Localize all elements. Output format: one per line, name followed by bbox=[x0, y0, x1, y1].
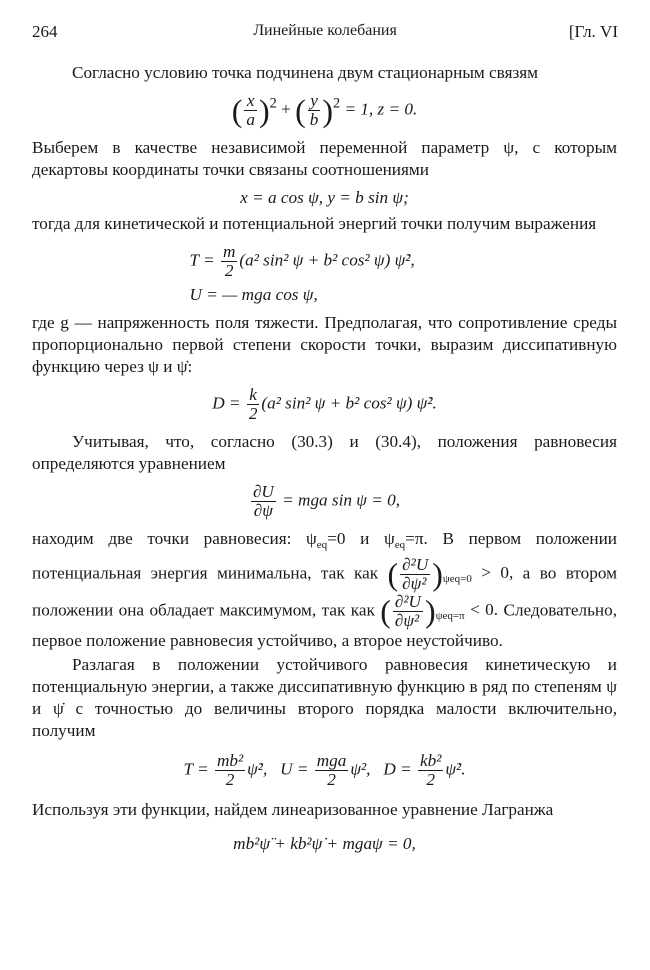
equation-coordinates: x = a cos ψ, y = b sin ψ; bbox=[240, 188, 409, 207]
paragraph-4: где g — напряженность поля тяжести. Предполагая, что сопротивление среды пропорционально первой степени скорости точки, выразим диссипативную функцию через ψ и ψ̇: bbox=[32, 313, 617, 376]
paragraph-5: Учитывая, что, согласно (30.3) и (30.4), положения равновесия определяются уравнением bbox=[32, 432, 617, 473]
paragraph-6: находим две точки равновесия: $\psi_{eq}=0$ и $\psi_{eq}=\pi$. В первом положении потенциальная энергия минимальна, так как ( $\frac{\text{∂²U}}{\text{∂ψ²}}$ )$_{\psi eq=0} > 0$, а во втором положении она обладает максимумом, так как ( $\frac{\text{∂²U}}{\text{∂ψ²}}$ )$_{\psi eq=\pi} < 0$. Следовательно, первое положение равновесия устойчиво, а второе неустойчиво. bbox=[32, 529, 617, 650]
paragraph-2: Выберем в качестве независимой переменной параметр ψ, с которым декартовы координаты точки связаны соотношениями bbox=[32, 138, 617, 179]
equation-equilibrium: $\frac{\partial U}{\partial\psi}$ = mga sin ψ = 0, bbox=[252, 482, 401, 520]
running-header bbox=[32, 22, 618, 46]
paragraph-1: Согласно условию точка подчинена двум стационарным связям bbox=[72, 63, 539, 82]
page-number: 264 bbox=[32, 22, 58, 41]
paragraph-3: тогда для кинетической и потенциальной энергий точки получим выражения bbox=[32, 214, 597, 233]
equation-constraints: ( $\frac{x}{a}$ )$^2$ + ( $\frac{y}{b}$ )$^2$ = 1, z = 0. bbox=[231, 91, 418, 129]
page-body bbox=[32, 62, 617, 855]
paragraph-8: Используя эти функции, найдем линеаризованное уравнение Лагранжа bbox=[32, 800, 554, 819]
running-title: Линейные колебания bbox=[253, 22, 397, 39]
paragraph-7: Разлагая в положении устойчивого равновесия кинетическую и потенциальную энергии, а также диссипативную функцию в ряд по степеням ψ и ψ̇ с точностью до величины второго порядка малости включительно, получим bbox=[32, 655, 617, 740]
equation-kinetic: T = $\frac{m}{2}$ (a² sin² ψ + b² cos² ψ) ψ̇², bbox=[189, 242, 415, 280]
chapter-label: [Гл. VI bbox=[568, 22, 618, 41]
equation-dissipative: D = $\frac{k}{2}$ (a² sin² ψ + b² cos² ψ) ψ̇². bbox=[212, 385, 437, 423]
equation-expansion: T = $\frac{\text{mb²}}{2}$ ψ̇², U = $\frac{\text{mga}}{2}$ ψ², D = $\frac{\text{kb²}}{2}$ ψ̇². bbox=[183, 751, 466, 789]
equation-potential: U = — mga cos ψ, bbox=[189, 285, 318, 304]
equation-lagrange: mb²ψ̈ + kb²ψ̇ + mgaψ = 0, bbox=[233, 834, 416, 853]
